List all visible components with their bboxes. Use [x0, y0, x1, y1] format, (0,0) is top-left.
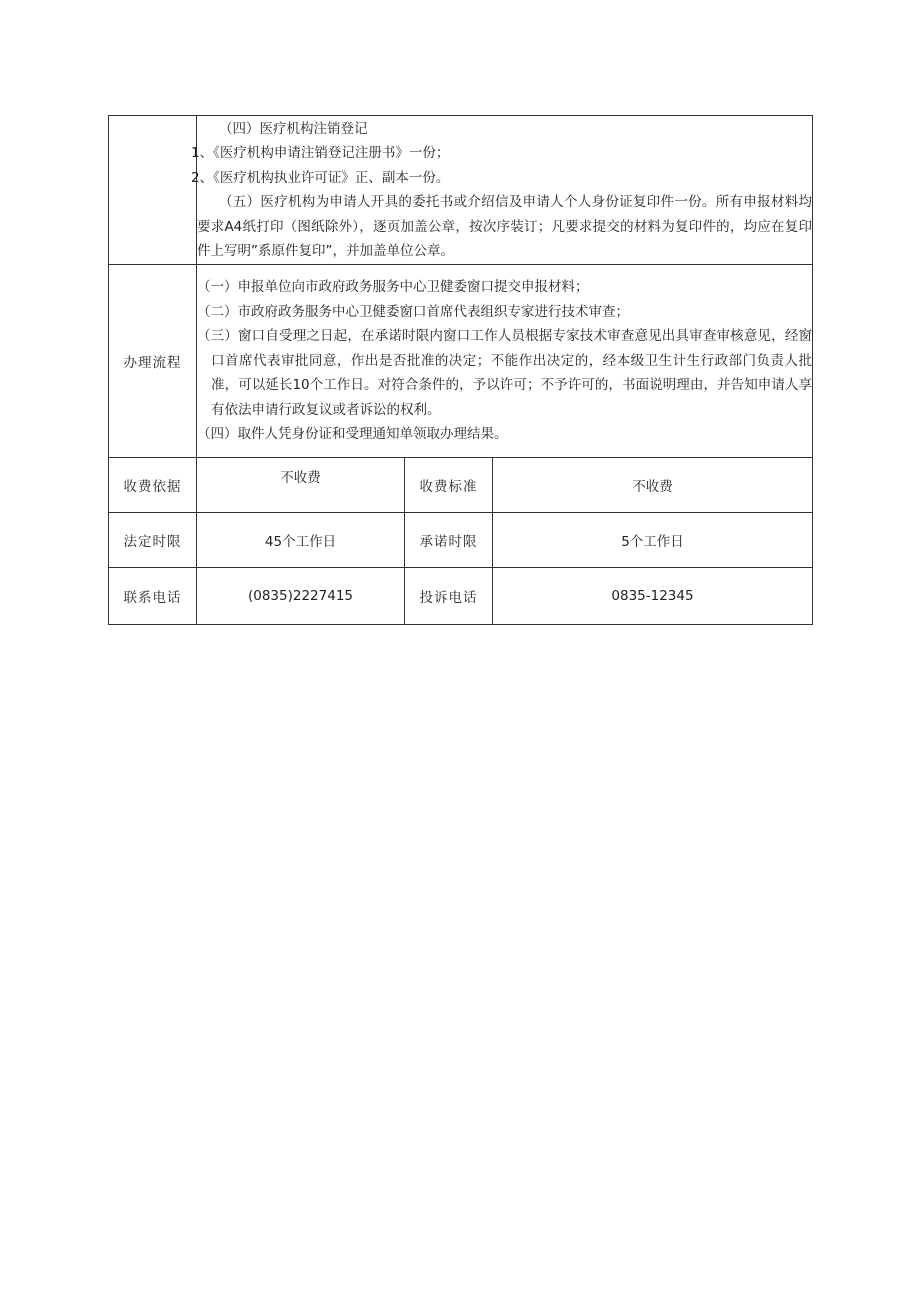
fee-basis-value: 不收费	[197, 458, 405, 513]
fee-basis-label: 收费依据	[109, 458, 197, 513]
process-content-cell	[197, 265, 813, 458]
materials-label-cell	[109, 116, 197, 265]
complaint-phone-label: 投诉电话	[405, 568, 493, 625]
complaint-phone-value: 0835-12345	[493, 568, 813, 625]
process-step-4: （四）取件人凭身份证和受理通知单领取办理结果。	[197, 426, 508, 443]
legal-time-label: 法定时限	[109, 513, 197, 568]
contact-row	[109, 568, 813, 625]
material-item-2: 2、《医疗机构执业许可证》正、副本一份。	[191, 169, 450, 186]
process-step-3: （三）窗口自受理之日起，在承诺时限内窗口工作人员根据专家技术审查意见出具审查审核意见，经窗口首席代表审批同意，作出是否批准的决定；不能作出决定的，经本级卫生计生行政部门负责人批准，可以延长10个工作日。对符合条件的，予以许可；不予许可的，书面说明理由，并告知申请人享有依法申请行政复议或者诉讼的权利。	[197, 328, 813, 418]
process-row	[109, 265, 813, 458]
process-label: 办理流程	[109, 265, 197, 458]
contact-phone-value: (0835)2227415	[197, 568, 405, 625]
promise-time-label: 承诺时限	[405, 513, 493, 568]
section4-title: （四）医疗机构注销登记	[219, 120, 368, 137]
contact-phone-label: 联系电话	[109, 568, 197, 625]
fee-standard-label: 收费标准	[405, 458, 493, 513]
material-item-1: 1、《医疗机构申请注销登记注册书》一份；	[191, 145, 450, 161]
materials-row	[109, 116, 813, 265]
legal-time-value: 45个工作日	[197, 513, 405, 568]
section5-paragraph: （五）医疗机构为申请人开具的委托书或介绍信及申请人个人身份证复印件一份。所有申报材料均要求A4纸打印（图纸除外），逐页加盖公章，按次序装订；凡要求提交的材料为复印件的，均应在复印件上写明”系原件复印”，并加盖单位公章。	[197, 194, 813, 259]
time-row	[109, 513, 813, 568]
fees-row	[109, 458, 813, 513]
process-step-1: （一）申报单位向市政府政务服务中心卫健委窗口提交申报材料；	[197, 279, 589, 296]
service-info-table	[108, 115, 813, 625]
promise-time-value: 5个工作日	[493, 513, 813, 568]
process-step-2: （二）市政府政务服务中心卫健委窗口首席代表组织专家进行技术审查；	[197, 303, 629, 320]
fee-standard-value: 不收费	[493, 458, 813, 513]
materials-content-cell	[191, 116, 813, 265]
